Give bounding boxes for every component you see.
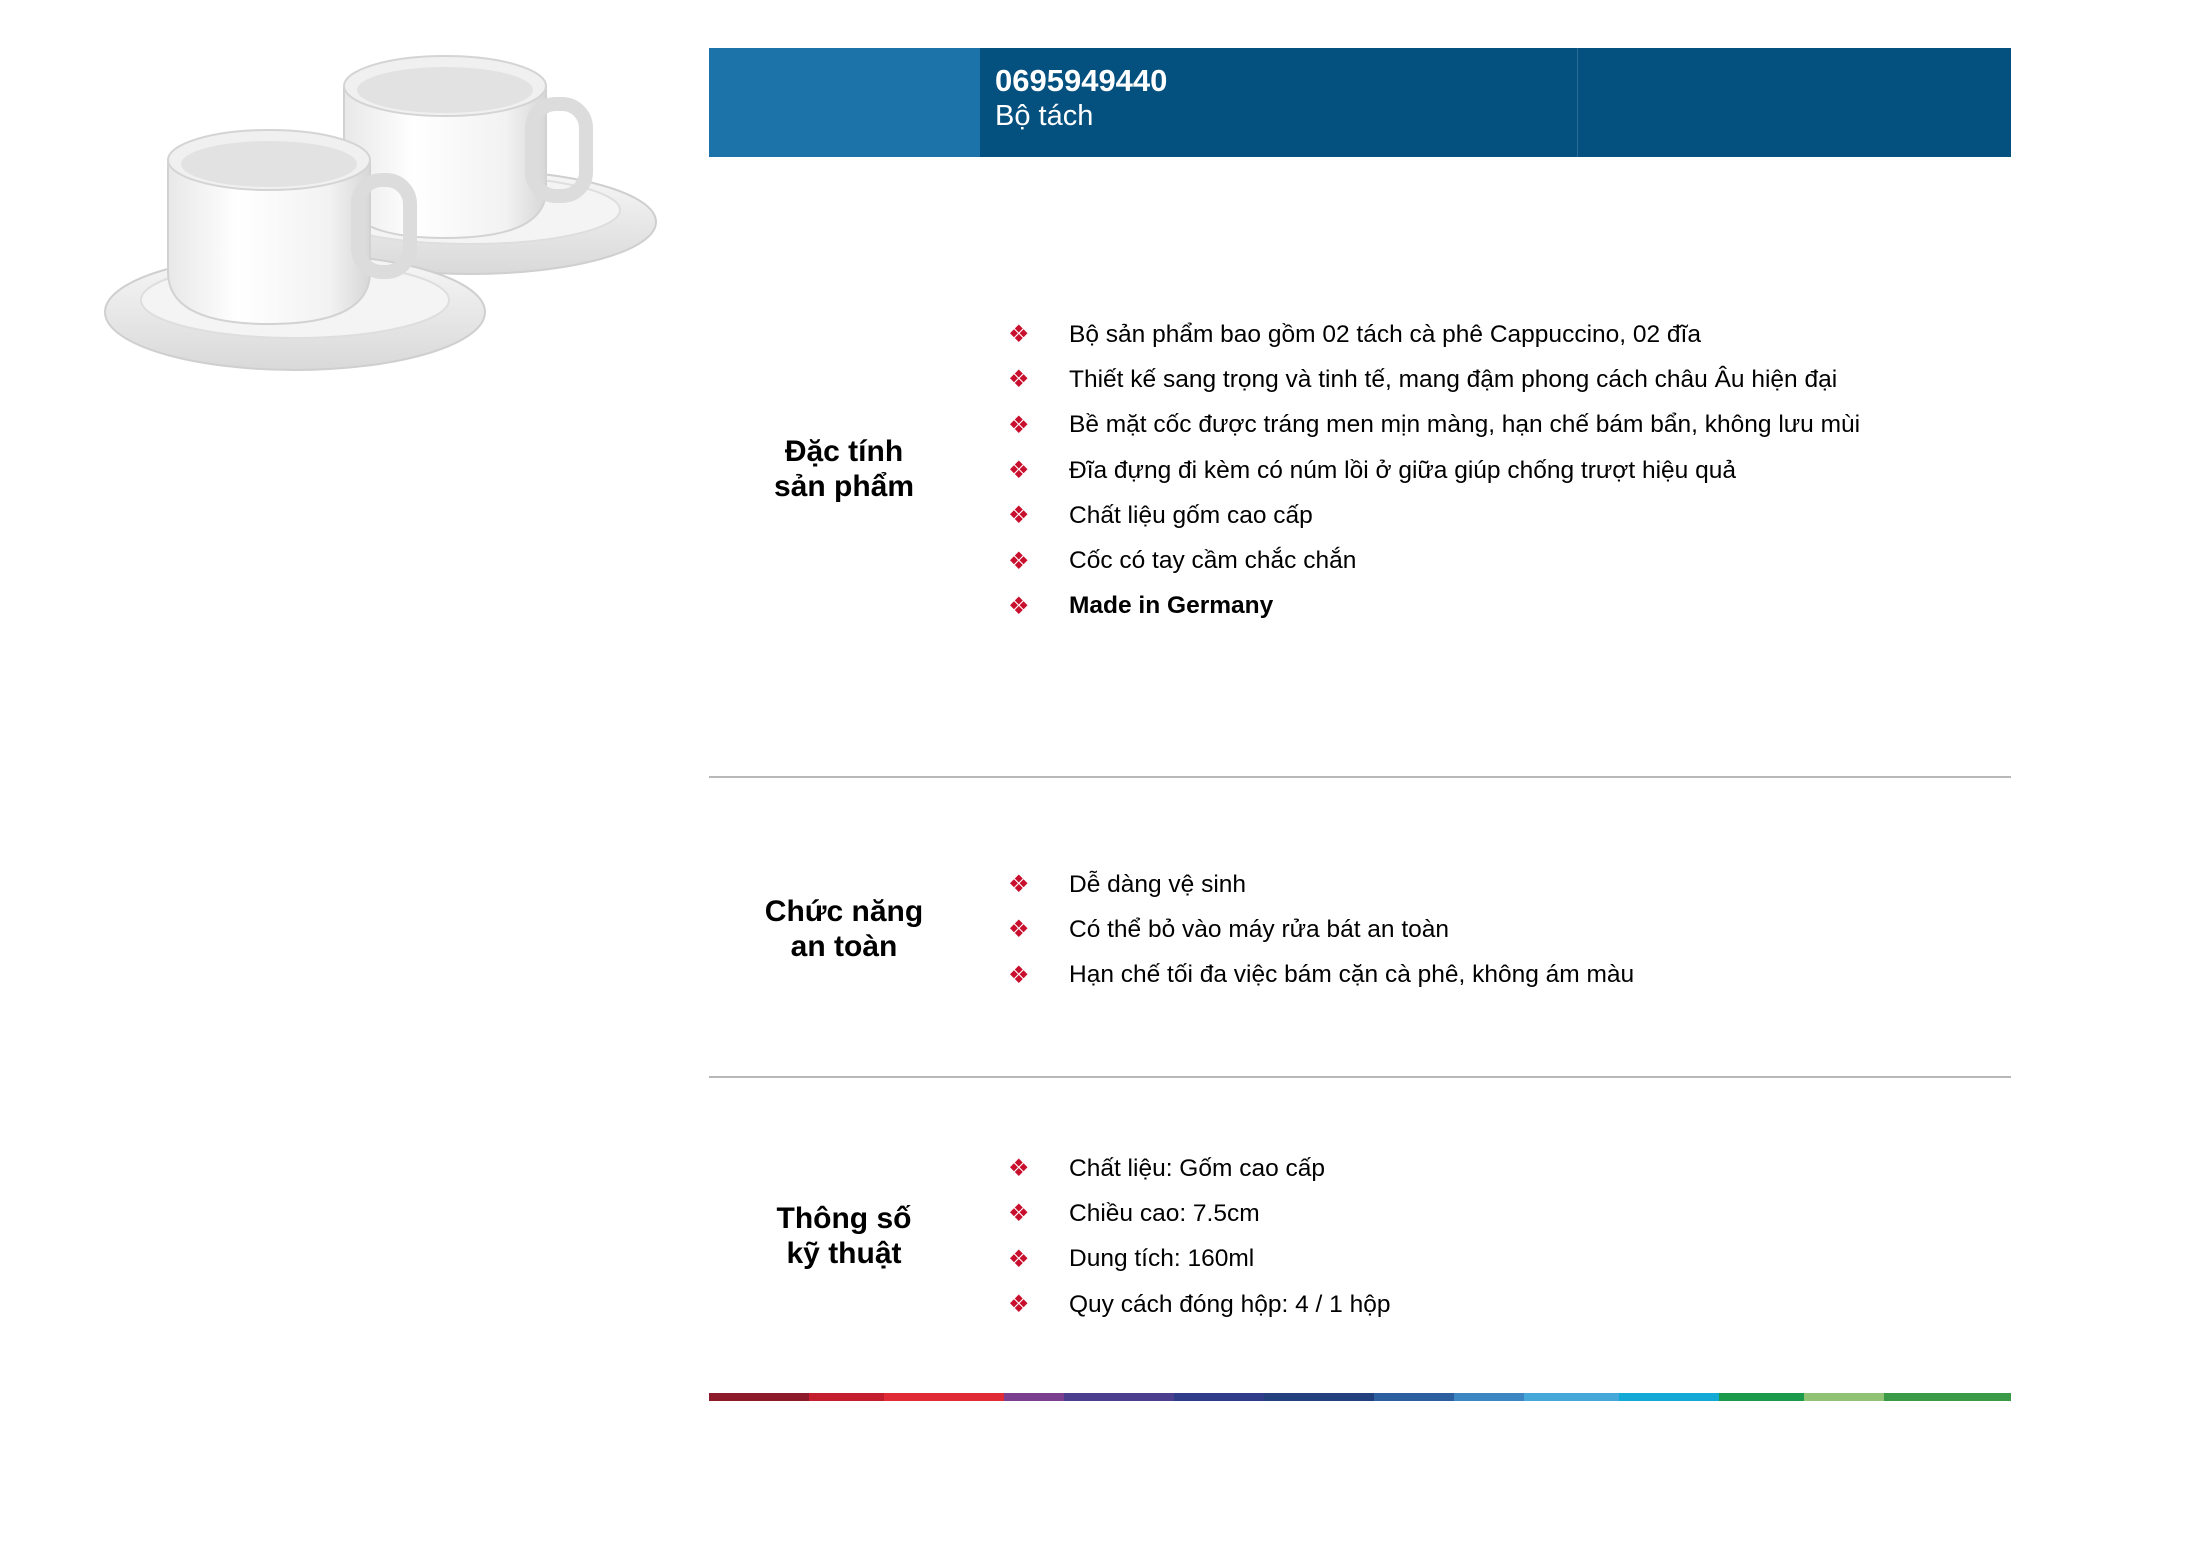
stripe-segment <box>1064 1393 1174 1401</box>
header-title-block <box>980 48 1578 157</box>
list-item <box>1008 1146 1390 1191</box>
section-label-line: Chức năng <box>764 895 924 928</box>
section-label-line: kỹ thuật <box>786 1237 902 1270</box>
header-band <box>709 48 2011 157</box>
diamond-bullet-icon: ❖ <box>1008 366 1030 394</box>
diamond-bullet-icon: ❖ <box>1008 502 1030 530</box>
list-item <box>1008 1191 1390 1236</box>
stripe-segment <box>1374 1393 1454 1401</box>
list-item <box>1008 493 1860 538</box>
stripe-segment <box>1174 1393 1264 1401</box>
stripe-segment <box>1884 1393 2011 1401</box>
list-item <box>1008 357 1860 402</box>
footer-color-stripe <box>709 1393 2011 1401</box>
list-item-text: Đĩa đựng đi kèm có núm lồi ở giữa giúp chống trượt hiệu quả <box>1069 456 1736 484</box>
diamond-bullet-icon: ❖ <box>1008 411 1030 439</box>
list-item <box>1008 1237 1390 1282</box>
section-divider <box>709 1076 2011 1078</box>
list-item-text: Có thể bỏ vào máy rửa bát an toàn <box>1069 915 1450 943</box>
section-label-line: an toàn <box>790 930 898 963</box>
product-features-list <box>1008 312 1860 629</box>
diamond-bullet-icon: ❖ <box>1008 457 1030 485</box>
stripe-segment <box>1524 1393 1619 1401</box>
section-label-specs <box>709 1201 979 1271</box>
list-item-text: Made in Germany <box>1069 592 1274 620</box>
diamond-bullet-icon: ❖ <box>1008 916 1030 944</box>
section-label-line: Đặc tính <box>784 435 904 468</box>
diamond-bullet-icon: ❖ <box>1008 592 1030 620</box>
stripe-segment <box>1619 1393 1719 1401</box>
stripe-segment <box>884 1393 1004 1401</box>
list-item <box>1008 1282 1390 1327</box>
list-item-text: Dễ dàng vệ sinh <box>1069 870 1247 898</box>
header-accent-block <box>709 48 980 157</box>
stripe-segment <box>809 1393 884 1401</box>
section-label-line: Thông số <box>776 1202 912 1235</box>
section-label-line: sản phẩm <box>773 470 915 503</box>
list-item-text: Chất liệu: Gốm cao cấp <box>1069 1154 1326 1182</box>
section-divider <box>709 776 2011 778</box>
header-right-block <box>1578 48 2011 157</box>
list-item-text: Chất liệu gốm cao cấp <box>1069 501 1313 529</box>
list-item-text: Cốc có tay cầm chắc chắn <box>1069 547 1357 575</box>
list-item <box>1008 862 1634 907</box>
specs-list <box>1008 1146 1390 1327</box>
list-item-text: Hạn chế tối đa việc bám cặn cà phê, không ám màu <box>1069 961 1635 989</box>
product-name: Bộ tách <box>995 100 1094 132</box>
diamond-bullet-icon: ❖ <box>1008 1291 1030 1319</box>
section-label-product-features <box>709 434 979 504</box>
list-item <box>1008 312 1860 357</box>
list-item <box>1008 953 1634 998</box>
stripe-segment <box>1454 1393 1524 1401</box>
list-item <box>1008 584 1860 629</box>
diamond-bullet-icon: ❖ <box>1008 547 1030 575</box>
stripe-segment <box>1004 1393 1064 1401</box>
list-item-text: Quy cách đóng hộp: 4 / 1 hộp <box>1069 1290 1391 1318</box>
list-item <box>1008 538 1860 583</box>
list-item <box>1008 448 1860 493</box>
stripe-segment <box>1719 1393 1804 1401</box>
list-item <box>1008 907 1634 952</box>
stripe-segment <box>1264 1393 1374 1401</box>
list-item-text: Bộ sản phẩm bao gồm 02 tách cà phê Cappuccino, 02 đĩa <box>1069 320 1701 348</box>
stripe-segment <box>709 1393 809 1401</box>
list-item-text: Dung tích: 160ml <box>1069 1245 1255 1273</box>
stripe-segment <box>1804 1393 1884 1401</box>
diamond-bullet-icon: ❖ <box>1008 1200 1030 1228</box>
diamond-bullet-icon: ❖ <box>1008 1155 1030 1183</box>
diamond-bullet-icon: ❖ <box>1008 961 1030 989</box>
section-label-safety <box>709 894 979 964</box>
list-item-text: Bề mặt cốc được tráng men mịn màng, hạn chế bám bẩn, không lưu mùi <box>1069 411 1861 439</box>
list-item <box>1008 403 1860 448</box>
diamond-bullet-icon: ❖ <box>1008 1245 1030 1273</box>
list-item-text: Chiều cao: 7.5cm <box>1069 1199 1260 1227</box>
list-item-text: Thiết kế sang trọng và tinh tế, mang đậm phong cách châu Âu hiện đại <box>1069 365 1838 393</box>
diamond-bullet-icon: ❖ <box>1008 321 1030 349</box>
diamond-bullet-icon: ❖ <box>1008 871 1030 899</box>
safety-list <box>1008 862 1634 998</box>
product-image <box>70 40 670 380</box>
product-code: 0695949440 <box>995 63 1168 98</box>
